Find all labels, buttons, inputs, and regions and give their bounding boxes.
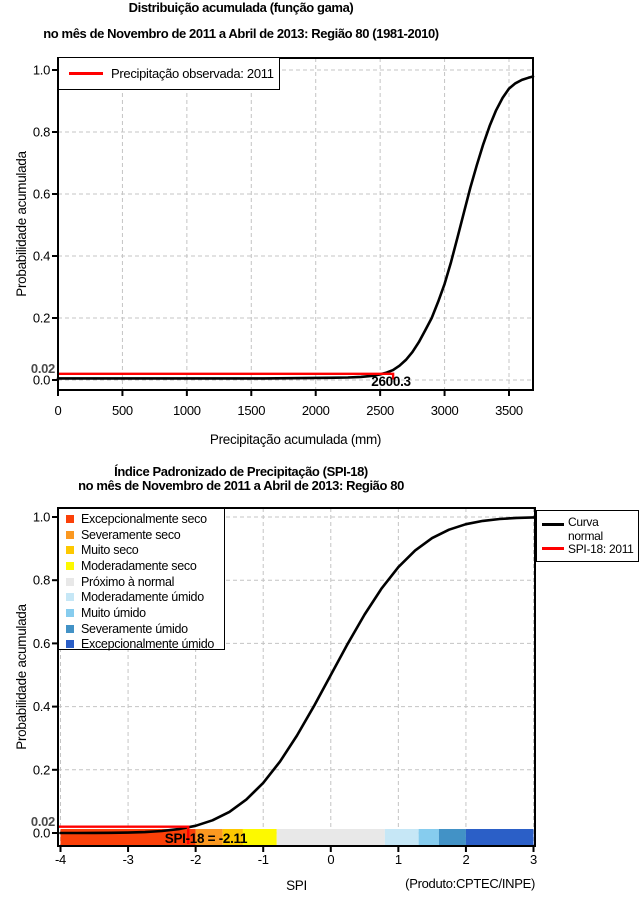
chart2-right-legend: [536, 510, 639, 562]
x-tick-label: 1500: [237, 403, 266, 418]
curve-legend-label-line2: normal: [568, 529, 603, 543]
spi-category-legend-item: [59, 589, 224, 605]
observed-line-sample: [69, 72, 103, 75]
cdf-curve: [58, 77, 533, 379]
produto-note: (Produto:CPTEC/INPE): [405, 876, 535, 891]
y-tick-label: 0.2: [32, 310, 50, 326]
chart1-legend-label: Precipitação observada: 2011: [111, 66, 274, 81]
gamma-cdf-chart: [33, 58, 533, 418]
y-tick-label: 1.0: [32, 62, 50, 78]
x-tick-label: 2500: [366, 403, 395, 418]
spi-category-legend-item: [59, 542, 224, 558]
spi-category-bar-segment: [277, 829, 385, 845]
spi-observed-value-label: SPI-18 = -2.11: [164, 831, 248, 846]
category-label: Severamente seco: [81, 527, 181, 542]
spi-category-legend-item: [59, 511, 224, 527]
x-tick-label: -2: [190, 852, 202, 867]
x-tick-label: 0: [54, 403, 62, 418]
category-label: Moderadamente seco: [81, 558, 197, 573]
y-tick-label: 0.6: [32, 635, 50, 651]
chart2-special-ytick-0.02: 0.02: [30, 814, 55, 829]
chart2-x-axis-label: SPI: [286, 878, 307, 893]
chart1-x-axis-label: Precipitação acumulada (mm): [209, 432, 382, 447]
y-tick-label: 0.2: [32, 762, 50, 778]
chart1-title-line1: Distribuição acumulada (função gama): [128, 0, 354, 15]
spi-category-bar-segment: [439, 829, 466, 845]
x-tick-label: 2000: [301, 403, 330, 418]
chart1-observed-value-label: 2600.3: [371, 374, 411, 389]
spi-category-bar-segment: [419, 829, 439, 845]
chart1-y-axis-label: Probabilidade acumulada: [14, 151, 29, 297]
category-color-swatch: [66, 640, 74, 648]
y-tick-label: 0.0: [32, 372, 50, 388]
x-tick-label: 500: [112, 403, 133, 418]
spi-categories-legend: [58, 508, 225, 650]
curve-legend-label-line1: Curva: [568, 515, 599, 529]
category-label: Excepcionalmente úmido: [81, 637, 215, 652]
x-tick-label: -4: [55, 852, 66, 867]
y-tick-label: 1.0: [32, 509, 50, 525]
category-label: Severamente úmido: [81, 621, 188, 636]
normal-curve-line-sample: [542, 523, 564, 526]
y-tick-label: 0.6: [32, 186, 50, 202]
x-tick-label: 0: [327, 852, 335, 867]
category-label: Muito seco: [81, 543, 139, 558]
chart1-special-ytick-0.02: 0.02: [30, 361, 55, 376]
spi-category-legend-item: [59, 605, 224, 621]
category-color-swatch: [66, 515, 74, 523]
spi-category-legend-item: [59, 621, 224, 637]
x-tick-label: -3: [122, 852, 134, 867]
category-color-swatch: [66, 578, 74, 586]
spi-category-bar-segment: [466, 829, 534, 845]
chart2-title-line2: no mês de Novembro de 2011 a Abril de 2013: Região 80: [78, 478, 404, 493]
chart1-legend: [58, 57, 280, 90]
category-color-swatch: [66, 531, 74, 539]
y-tick-label: 0.8: [32, 572, 50, 588]
spi-category-bar-segment: [385, 829, 419, 845]
spi-line-sample: [542, 547, 564, 550]
chart2-title-line1: Índice Padronizado de Precipitação (SPI-18): [114, 464, 368, 479]
spi-category-legend-item: [59, 637, 224, 653]
category-label: Muito úmido: [81, 605, 146, 620]
spi-legend-label: SPI-18: 2011: [568, 542, 634, 556]
spi-category-legend-item: [59, 558, 224, 574]
y-tick-label: 0.4: [32, 699, 50, 715]
x-tick-label: 2: [462, 852, 470, 867]
spi-category-legend-item: [59, 574, 224, 590]
y-tick-label: 0.0: [32, 825, 50, 841]
x-tick-label: -1: [257, 852, 269, 867]
y-tick-label: 0.4: [32, 248, 50, 264]
x-tick-label: 3000: [430, 403, 459, 418]
x-tick-label: 3500: [495, 403, 523, 418]
x-tick-label: 1: [394, 852, 402, 867]
chart2-y-axis-label: Probabilidade acumulada: [14, 604, 29, 750]
category-color-swatch: [66, 546, 74, 554]
y-tick-label: 0.8: [32, 124, 50, 140]
category-color-swatch: [66, 593, 74, 601]
x-tick-label: 3: [530, 852, 537, 867]
x-tick-label: 1000: [172, 403, 201, 418]
chart1-title-line2: no mês de Novembro de 2011 a Abril de 2013: Região 80 (1981-2010): [43, 26, 439, 41]
category-color-swatch: [66, 562, 74, 570]
category-label: Próximo à normal: [81, 574, 175, 589]
category-color-swatch: [66, 625, 74, 633]
category-label: Moderadamente úmido: [81, 590, 204, 605]
spi-category-legend-item: [59, 527, 224, 543]
category-label: Excepcionalmente seco: [81, 511, 207, 526]
category-color-swatch: [66, 609, 74, 617]
